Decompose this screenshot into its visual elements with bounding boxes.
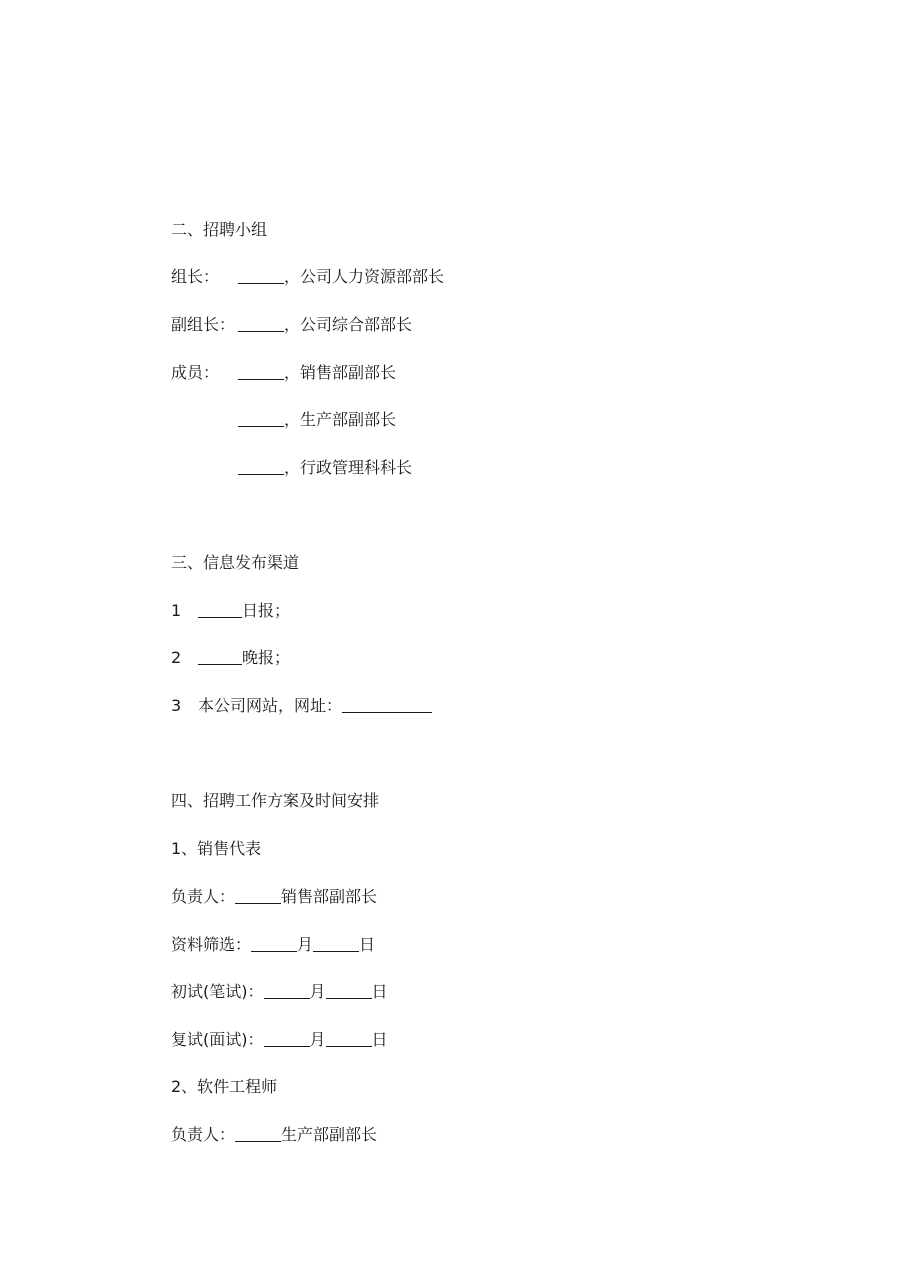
written-test-row (171, 981, 388, 1003)
interview-row (171, 1029, 388, 1051)
members-row-3 (171, 457, 412, 479)
sub1-owner-role: 销售部副部长 (281, 887, 378, 906)
leader-label: 组长： (171, 267, 220, 286)
channel3-text: 本公司网站，网址： (198, 696, 343, 715)
sub2-title (171, 1076, 277, 1098)
section3-heading-text: 三、信息发布渠道 (171, 553, 300, 572)
sub1-owner-blank (235, 887, 281, 904)
screening-day: 日 (359, 935, 376, 954)
section4-heading-text: 四、招聘工作方案及时间安排 (171, 791, 380, 810)
member2-role: ，生产部副部长 (284, 410, 397, 429)
interview-month-blank (264, 1030, 310, 1047)
channel1-text: 日报； (242, 601, 291, 620)
deputy-blank (238, 315, 284, 332)
section4-heading (171, 790, 379, 812)
members-label: 成员： (171, 363, 220, 382)
sub2-owner-row (171, 1124, 377, 1146)
sub1-title-text: 1、销售代表 (171, 839, 262, 858)
channel-row-1 (171, 600, 290, 622)
channel1-number: 1 (171, 601, 182, 620)
sub2-owner-label: 负责人： (171, 1125, 236, 1144)
section2-heading-text: 二、招聘小组 (171, 220, 268, 239)
channel-row-3 (171, 695, 432, 717)
interview-label: 复试(面试)： (171, 1030, 264, 1049)
leader-blank (238, 267, 284, 284)
screening-row (171, 934, 375, 956)
member1-blank (238, 363, 284, 380)
members-row-2 (171, 409, 396, 431)
member1-role: ，销售部副部长 (284, 363, 397, 382)
written-month-blank (264, 982, 310, 999)
channel2-number: 2 (171, 648, 182, 667)
channel3-number: 3 (171, 696, 182, 715)
channel-row-2 (171, 647, 290, 669)
leader-role: ，公司人力资源部部长 (284, 267, 445, 286)
written-month: 月 (309, 982, 326, 1001)
interview-month: 月 (309, 1030, 326, 1049)
sub1-title (171, 838, 261, 860)
interview-day-blank (326, 1030, 372, 1047)
written-day-blank (326, 982, 372, 999)
deputy-role: ，公司综合部部长 (284, 315, 413, 334)
deputy-row (171, 314, 412, 336)
deputy-label: 副组长： (171, 315, 236, 334)
website-blank (342, 696, 432, 713)
member3-blank (238, 458, 284, 475)
screening-month: 月 (297, 935, 314, 954)
written-day: 日 (371, 982, 388, 1001)
section3-heading (171, 552, 299, 574)
sub2-owner-blank (235, 1125, 281, 1142)
interview-day: 日 (371, 1030, 388, 1049)
written-test-label: 初试(笔试)： (171, 982, 264, 1001)
leader-row (171, 266, 444, 288)
screening-day-blank (313, 935, 359, 952)
screening-label: 资料筛选： (171, 935, 252, 954)
channel1-blank (198, 601, 242, 618)
members-row-1 (171, 362, 396, 384)
section2-heading (171, 219, 267, 241)
member2-blank (238, 410, 284, 427)
sub2-title-text: 2、软件工程师 (171, 1077, 278, 1096)
sub1-owner-row (171, 886, 377, 908)
channel2-blank (198, 648, 242, 665)
screening-month-blank (251, 935, 297, 952)
member3-role: ，行政管理科科长 (284, 458, 413, 477)
channel2-text: 晚报； (242, 648, 291, 667)
sub1-owner-label: 负责人： (171, 887, 236, 906)
sub2-owner-role: 生产部副部长 (281, 1125, 378, 1144)
